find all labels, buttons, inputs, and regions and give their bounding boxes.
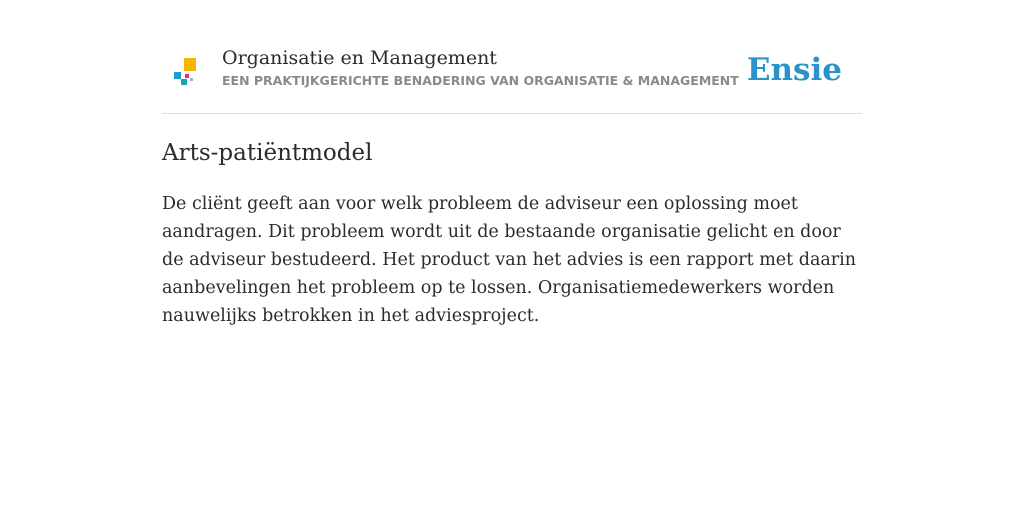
- site-subtitle: EEN PRAKTIJKGERICHTE BENADERING VAN ORGANISATIE & MANAGEMENT: [222, 73, 739, 88]
- site-titles: [222, 45, 739, 90]
- article-body: De cliënt geeft aan voor welk probleem de adviseur een oplossing moet aandragen. Dit probleem wordt uit de bestaande organisatie gelicht en door de adviseur bestudeerd. Het product van het advies is een rapport met daarin aanbevelingen het probleem op te lossen. Organisatiemedewerkers worden nauwelijks betrokken in het adviesproject.: [162, 194, 857, 326]
- site-logo-icon[interactable]: [174, 58, 198, 88]
- brand-logo[interactable]: Ensie: [746, 52, 842, 88]
- site-title[interactable]: Organisatie en Management: [222, 47, 497, 69]
- article-title: Arts-patiëntmodel: [162, 140, 373, 166]
- site-header: [162, 42, 862, 114]
